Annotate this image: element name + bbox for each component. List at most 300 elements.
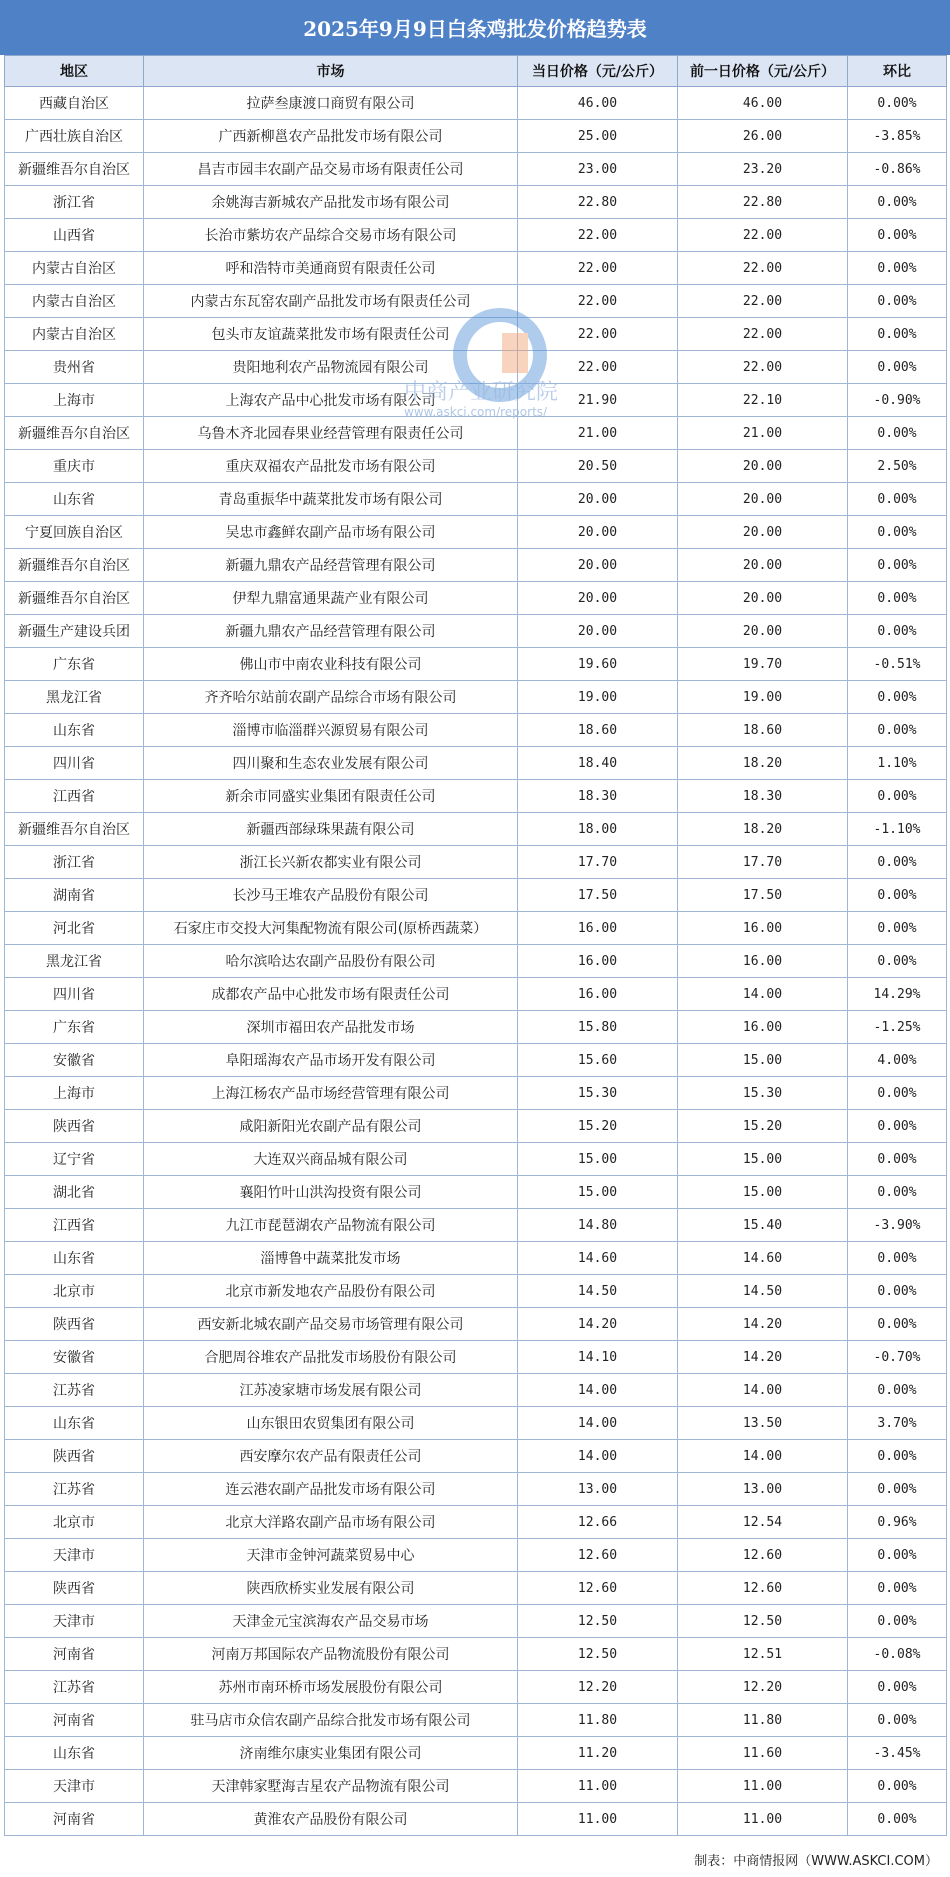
cell-region: 黑龙江省 [5, 945, 144, 978]
cell-market: 襄阳竹叶山洪沟投资有限公司 [144, 1176, 518, 1209]
cell-previous-price: 11.00 [678, 1770, 848, 1803]
cell-previous-price: 46.00 [678, 87, 848, 120]
table-row [5, 1341, 947, 1374]
cell-today-price: 20.00 [518, 615, 678, 648]
table-row [5, 1737, 947, 1770]
table-row [5, 120, 947, 153]
cell-previous-price: 20.00 [678, 450, 848, 483]
table-row [5, 1506, 947, 1539]
cell-today-price: 15.80 [518, 1011, 678, 1044]
cell-region: 上海市 [5, 384, 144, 417]
cell-region: 陕西省 [5, 1440, 144, 1473]
cell-previous-price: 16.00 [678, 1011, 848, 1044]
cell-today-price: 14.00 [518, 1374, 678, 1407]
table-row [5, 1572, 947, 1605]
table-row [5, 714, 947, 747]
cell-previous-price: 12.60 [678, 1539, 848, 1572]
cell-change: 0.00% [848, 879, 947, 912]
cell-market: 包头市友谊蔬菜批发市场有限责任公司 [144, 318, 518, 351]
table-row [5, 1308, 947, 1341]
table-row [5, 153, 947, 186]
cell-today-price: 18.60 [518, 714, 678, 747]
cell-previous-price: 17.50 [678, 879, 848, 912]
cell-region: 河南省 [5, 1803, 144, 1836]
cell-change: 0.00% [848, 186, 947, 219]
header-previous-price: 前一日价格（元/公斤） [678, 56, 848, 87]
cell-region: 江西省 [5, 1209, 144, 1242]
table-row [5, 1770, 947, 1803]
cell-today-price: 15.00 [518, 1143, 678, 1176]
cell-region: 重庆市 [5, 450, 144, 483]
cell-market: 淄博市临淄群兴源贸易有限公司 [144, 714, 518, 747]
cell-today-price: 14.20 [518, 1308, 678, 1341]
cell-region: 江苏省 [5, 1473, 144, 1506]
cell-market: 连云港农副产品批发市场有限公司 [144, 1473, 518, 1506]
cell-today-price: 15.60 [518, 1044, 678, 1077]
cell-today-price: 22.00 [518, 252, 678, 285]
cell-previous-price: 12.51 [678, 1638, 848, 1671]
cell-previous-price: 23.20 [678, 153, 848, 186]
cell-market: 哈尔滨哈达农副产品股份有限公司 [144, 945, 518, 978]
table-row [5, 813, 947, 846]
table-title: 2025年9月9日白条鸡批发价格趋势表 [0, 0, 950, 55]
cell-previous-price: 14.00 [678, 1440, 848, 1473]
cell-change: 0.00% [848, 846, 947, 879]
cell-today-price: 12.50 [518, 1605, 678, 1638]
cell-region: 山东省 [5, 1407, 144, 1440]
cell-change: 0.00% [848, 516, 947, 549]
cell-market: 青岛重振华中蔬菜批发市场有限公司 [144, 483, 518, 516]
cell-region: 山东省 [5, 1737, 144, 1770]
cell-region: 广东省 [5, 648, 144, 681]
cell-today-price: 14.00 [518, 1407, 678, 1440]
cell-change: 0.00% [848, 1308, 947, 1341]
cell-today-price: 12.20 [518, 1671, 678, 1704]
cell-region: 北京市 [5, 1275, 144, 1308]
table-row [5, 1374, 947, 1407]
cell-region: 广西壮族自治区 [5, 120, 144, 153]
table-header-row [5, 56, 947, 87]
cell-market: 天津市金钟河蔬菜贸易中心 [144, 1539, 518, 1572]
table-row [5, 1473, 947, 1506]
table-row [5, 318, 947, 351]
cell-change: 0.00% [848, 1473, 947, 1506]
cell-today-price: 17.50 [518, 879, 678, 912]
cell-today-price: 11.20 [518, 1737, 678, 1770]
cell-market: 河南万邦国际农产品物流股份有限公司 [144, 1638, 518, 1671]
cell-today-price: 18.00 [518, 813, 678, 846]
cell-change: 0.00% [848, 615, 947, 648]
cell-region: 陕西省 [5, 1572, 144, 1605]
cell-change: -0.08% [848, 1638, 947, 1671]
cell-region: 四川省 [5, 978, 144, 1011]
table-row [5, 1176, 947, 1209]
cell-market: 北京大洋路农副产品市场有限公司 [144, 1506, 518, 1539]
cell-market: 上海江杨农产品市场经营管理有限公司 [144, 1077, 518, 1110]
cell-previous-price: 14.20 [678, 1341, 848, 1374]
cell-previous-price: 18.20 [678, 747, 848, 780]
cell-change: 0.00% [848, 252, 947, 285]
table-row [5, 648, 947, 681]
cell-previous-price: 16.00 [678, 945, 848, 978]
cell-previous-price: 15.30 [678, 1077, 848, 1110]
cell-previous-price: 18.20 [678, 813, 848, 846]
cell-today-price: 20.00 [518, 549, 678, 582]
cell-market: 内蒙古东瓦窑农副产品批发市场有限责任公司 [144, 285, 518, 318]
table-row [5, 516, 947, 549]
cell-today-price: 23.00 [518, 153, 678, 186]
table-row [5, 252, 947, 285]
cell-today-price: 18.40 [518, 747, 678, 780]
cell-today-price: 15.00 [518, 1176, 678, 1209]
table-row [5, 912, 947, 945]
cell-change: 0.00% [848, 417, 947, 450]
table-row [5, 1803, 947, 1836]
cell-market: 余姚海吉新城农产品批发市场有限公司 [144, 186, 518, 219]
cell-previous-price: 14.00 [678, 978, 848, 1011]
cell-market: 伊犁九鼎富通果蔬产业有限公司 [144, 582, 518, 615]
cell-region: 内蒙古自治区 [5, 252, 144, 285]
cell-market: 乌鲁木齐北园春果业经营管理有限责任公司 [144, 417, 518, 450]
price-table [4, 55, 947, 1836]
table-row [5, 1143, 947, 1176]
table-row [5, 1242, 947, 1275]
table-row [5, 1440, 947, 1473]
cell-region: 贵州省 [5, 351, 144, 384]
cell-change: -1.25% [848, 1011, 947, 1044]
cell-change: 0.00% [848, 1671, 947, 1704]
cell-change: 0.00% [848, 351, 947, 384]
cell-market: 天津韩家墅海吉星农产品物流有限公司 [144, 1770, 518, 1803]
cell-today-price: 16.00 [518, 978, 678, 1011]
table-row [5, 1110, 947, 1143]
table-row [5, 186, 947, 219]
table-row [5, 879, 947, 912]
cell-change: 0.00% [848, 1440, 947, 1473]
cell-market: 西安新北城农副产品交易市场管理有限公司 [144, 1308, 518, 1341]
cell-previous-price: 15.00 [678, 1143, 848, 1176]
cell-today-price: 15.30 [518, 1077, 678, 1110]
cell-today-price: 20.50 [518, 450, 678, 483]
cell-change: -0.86% [848, 153, 947, 186]
cell-today-price: 17.70 [518, 846, 678, 879]
cell-today-price: 16.00 [518, 912, 678, 945]
cell-change: 0.00% [848, 1176, 947, 1209]
cell-previous-price: 18.30 [678, 780, 848, 813]
table-row [5, 747, 947, 780]
cell-region: 江西省 [5, 780, 144, 813]
cell-market: 北京市新发地农产品股份有限公司 [144, 1275, 518, 1308]
table-body [5, 87, 947, 1836]
cell-market: 呼和浩特市美通商贸有限责任公司 [144, 252, 518, 285]
cell-previous-price: 13.00 [678, 1473, 848, 1506]
cell-today-price: 12.60 [518, 1539, 678, 1572]
cell-change: 0.00% [848, 780, 947, 813]
cell-today-price: 21.00 [518, 417, 678, 450]
cell-previous-price: 18.60 [678, 714, 848, 747]
cell-today-price: 25.00 [518, 120, 678, 153]
table-row [5, 1671, 947, 1704]
cell-previous-price: 11.00 [678, 1803, 848, 1836]
cell-region: 广东省 [5, 1011, 144, 1044]
table-row [5, 549, 947, 582]
cell-today-price: 20.00 [518, 483, 678, 516]
cell-change: 0.96% [848, 1506, 947, 1539]
cell-change: 0.00% [848, 1605, 947, 1638]
table-row [5, 1275, 947, 1308]
cell-previous-price: 13.50 [678, 1407, 848, 1440]
cell-market: 吴忠市鑫鲜农副产品市场有限公司 [144, 516, 518, 549]
cell-previous-price: 15.00 [678, 1176, 848, 1209]
cell-region: 天津市 [5, 1539, 144, 1572]
cell-change: 0.00% [848, 1143, 947, 1176]
cell-market: 上海农产品中心批发市场有限公司 [144, 384, 518, 417]
cell-today-price: 14.80 [518, 1209, 678, 1242]
cell-change: 0.00% [848, 1539, 947, 1572]
cell-market: 新疆九鼎农产品经营管理有限公司 [144, 549, 518, 582]
table-row [5, 1605, 947, 1638]
cell-today-price: 12.60 [518, 1572, 678, 1605]
table-row [5, 219, 947, 252]
cell-change: -3.90% [848, 1209, 947, 1242]
table-row [5, 780, 947, 813]
cell-previous-price: 20.00 [678, 549, 848, 582]
cell-market: 西安摩尔农产品有限责任公司 [144, 1440, 518, 1473]
cell-market: 石家庄市交投大河集配物流有限公司(原桥西蔬菜） [144, 912, 518, 945]
cell-change: 0.00% [848, 1704, 947, 1737]
cell-market: 新疆西部绿珠果蔬有限公司 [144, 813, 518, 846]
cell-today-price: 18.30 [518, 780, 678, 813]
table-row [5, 681, 947, 714]
cell-market: 齐齐哈尔站前农副产品综合市场有限公司 [144, 681, 518, 714]
cell-market: 广西新柳邕农产品批发市场有限公司 [144, 120, 518, 153]
cell-region: 浙江省 [5, 846, 144, 879]
cell-region: 新疆维吾尔自治区 [5, 813, 144, 846]
cell-change: 14.29% [848, 978, 947, 1011]
cell-previous-price: 15.20 [678, 1110, 848, 1143]
cell-region: 新疆维吾尔自治区 [5, 582, 144, 615]
cell-region: 山西省 [5, 219, 144, 252]
header-region: 地区 [5, 56, 144, 87]
cell-previous-price: 19.00 [678, 681, 848, 714]
cell-previous-price: 14.20 [678, 1308, 848, 1341]
cell-region: 宁夏回族自治区 [5, 516, 144, 549]
cell-today-price: 14.10 [518, 1341, 678, 1374]
cell-region: 山东省 [5, 483, 144, 516]
cell-change: 0.00% [848, 1110, 947, 1143]
cell-change: 0.00% [848, 582, 947, 615]
table-row [5, 1638, 947, 1671]
cell-previous-price: 14.50 [678, 1275, 848, 1308]
cell-region: 天津市 [5, 1605, 144, 1638]
cell-previous-price: 22.00 [678, 351, 848, 384]
cell-region: 湖北省 [5, 1176, 144, 1209]
cell-previous-price: 12.50 [678, 1605, 848, 1638]
cell-market: 苏州市南环桥市场发展股份有限公司 [144, 1671, 518, 1704]
cell-region: 陕西省 [5, 1308, 144, 1341]
table-row [5, 1407, 947, 1440]
cell-market: 长治市紫坊农产品综合交易市场有限公司 [144, 219, 518, 252]
cell-region: 陕西省 [5, 1110, 144, 1143]
cell-previous-price: 12.54 [678, 1506, 848, 1539]
cell-market: 天津金元宝滨海农产品交易市场 [144, 1605, 518, 1638]
cell-change: 0.00% [848, 912, 947, 945]
cell-region: 新疆生产建设兵团 [5, 615, 144, 648]
cell-previous-price: 22.00 [678, 252, 848, 285]
cell-change: 0.00% [848, 714, 947, 747]
cell-change: 4.00% [848, 1044, 947, 1077]
header-today-price: 当日价格（元/公斤） [518, 56, 678, 87]
cell-today-price: 13.00 [518, 1473, 678, 1506]
cell-change: 1.10% [848, 747, 947, 780]
table-footer-source: 制表：中商情报网（WWW.ASKCI.COM） [694, 1854, 938, 1869]
cell-previous-price: 20.00 [678, 615, 848, 648]
cell-market: 贵阳地利农产品物流园有限公司 [144, 351, 518, 384]
cell-change: 0.00% [848, 285, 947, 318]
cell-today-price: 19.60 [518, 648, 678, 681]
cell-today-price: 14.00 [518, 1440, 678, 1473]
cell-market: 合肥周谷堆农产品批发市场股份有限公司 [144, 1341, 518, 1374]
table-row [5, 87, 947, 120]
cell-market: 新疆九鼎农产品经营管理有限公司 [144, 615, 518, 648]
cell-today-price: 11.00 [518, 1803, 678, 1836]
cell-today-price: 46.00 [518, 87, 678, 120]
cell-change: 0.00% [848, 1275, 947, 1308]
table-row [5, 615, 947, 648]
cell-change: 0.00% [848, 1077, 947, 1110]
cell-today-price: 12.50 [518, 1638, 678, 1671]
cell-region: 内蒙古自治区 [5, 285, 144, 318]
cell-region: 四川省 [5, 747, 144, 780]
cell-previous-price: 20.00 [678, 516, 848, 549]
cell-previous-price: 12.20 [678, 1671, 848, 1704]
cell-change: 0.00% [848, 1242, 947, 1275]
cell-change: 0.00% [848, 1572, 947, 1605]
cell-change: 0.00% [848, 483, 947, 516]
table-row [5, 945, 947, 978]
cell-today-price: 22.00 [518, 318, 678, 351]
cell-market: 浙江长兴新农都实业有限公司 [144, 846, 518, 879]
cell-region: 上海市 [5, 1077, 144, 1110]
table-row [5, 285, 947, 318]
cell-region: 西藏自治区 [5, 87, 144, 120]
cell-change: -3.45% [848, 1737, 947, 1770]
cell-change: 0.00% [848, 1374, 947, 1407]
cell-previous-price: 20.00 [678, 582, 848, 615]
cell-change: -0.51% [848, 648, 947, 681]
cell-previous-price: 22.00 [678, 285, 848, 318]
cell-change: 0.00% [848, 681, 947, 714]
cell-today-price: 19.00 [518, 681, 678, 714]
cell-previous-price: 22.80 [678, 186, 848, 219]
cell-today-price: 12.66 [518, 1506, 678, 1539]
cell-change: 0.00% [848, 318, 947, 351]
table-row [5, 450, 947, 483]
cell-region: 河南省 [5, 1704, 144, 1737]
cell-market: 山东银田农贸集团有限公司 [144, 1407, 518, 1440]
cell-region: 新疆维吾尔自治区 [5, 417, 144, 450]
cell-region: 江苏省 [5, 1374, 144, 1407]
watermark-url: www.askci.com/reports/ [404, 405, 548, 419]
table-row [5, 1704, 947, 1737]
cell-market: 大连双兴商品城有限公司 [144, 1143, 518, 1176]
cell-today-price: 22.00 [518, 285, 678, 318]
cell-change: 0.00% [848, 945, 947, 978]
cell-previous-price: 22.00 [678, 318, 848, 351]
cell-previous-price: 14.00 [678, 1374, 848, 1407]
cell-market: 成都农产品中心批发市场有限责任公司 [144, 978, 518, 1011]
cell-market: 九江市琵琶湖农产品物流有限公司 [144, 1209, 518, 1242]
header-change: 环比 [848, 56, 947, 87]
cell-previous-price: 11.60 [678, 1737, 848, 1770]
cell-today-price: 20.00 [518, 516, 678, 549]
cell-market: 新余市同盛实业集团有限责任公司 [144, 780, 518, 813]
cell-today-price: 11.80 [518, 1704, 678, 1737]
cell-market: 四川聚和生态农业发展有限公司 [144, 747, 518, 780]
cell-region: 黑龙江省 [5, 681, 144, 714]
cell-previous-price: 17.70 [678, 846, 848, 879]
cell-market: 淄博鲁中蔬菜批发市场 [144, 1242, 518, 1275]
cell-today-price: 11.00 [518, 1770, 678, 1803]
table-row [5, 483, 947, 516]
cell-previous-price: 20.00 [678, 483, 848, 516]
table-row [5, 1209, 947, 1242]
cell-market: 深圳市福田农产品批发市场 [144, 1011, 518, 1044]
cell-change: 0.00% [848, 87, 947, 120]
cell-change: 0.00% [848, 219, 947, 252]
cell-region: 新疆维吾尔自治区 [5, 549, 144, 582]
cell-previous-price: 11.80 [678, 1704, 848, 1737]
table-row [5, 1539, 947, 1572]
cell-previous-price: 21.00 [678, 417, 848, 450]
cell-change: 2.50% [848, 450, 947, 483]
cell-change: 0.00% [848, 1803, 947, 1836]
table-row [5, 582, 947, 615]
cell-market: 咸阳新阳光农副产品有限公司 [144, 1110, 518, 1143]
cell-change: -3.85% [848, 120, 947, 153]
cell-previous-price: 12.60 [678, 1572, 848, 1605]
cell-region: 江苏省 [5, 1671, 144, 1704]
cell-change: -0.90% [848, 384, 947, 417]
cell-market: 济南维尔康实业集团有限公司 [144, 1737, 518, 1770]
table-row [5, 1011, 947, 1044]
cell-change: 0.00% [848, 1770, 947, 1803]
cell-region: 河北省 [5, 912, 144, 945]
cell-previous-price: 15.00 [678, 1044, 848, 1077]
cell-today-price: 15.20 [518, 1110, 678, 1143]
cell-today-price: 20.00 [518, 582, 678, 615]
cell-market: 黄淮农产品股份有限公司 [144, 1803, 518, 1836]
cell-region: 辽宁省 [5, 1143, 144, 1176]
cell-region: 内蒙古自治区 [5, 318, 144, 351]
table-row [5, 978, 947, 1011]
cell-region: 山东省 [5, 714, 144, 747]
cell-change: -0.70% [848, 1341, 947, 1374]
cell-change: 3.70% [848, 1407, 947, 1440]
table-row [5, 1044, 947, 1077]
cell-region: 河南省 [5, 1638, 144, 1671]
cell-previous-price: 22.00 [678, 219, 848, 252]
cell-previous-price: 16.00 [678, 912, 848, 945]
cell-market: 长沙马王堆农产品股份有限公司 [144, 879, 518, 912]
cell-today-price: 14.50 [518, 1275, 678, 1308]
cell-previous-price: 19.70 [678, 648, 848, 681]
cell-previous-price: 26.00 [678, 120, 848, 153]
cell-today-price: 21.90 [518, 384, 678, 417]
cell-region: 湖南省 [5, 879, 144, 912]
cell-market: 昌吉市园丰农副产品交易市场有限责任公司 [144, 153, 518, 186]
cell-region: 安徽省 [5, 1341, 144, 1374]
